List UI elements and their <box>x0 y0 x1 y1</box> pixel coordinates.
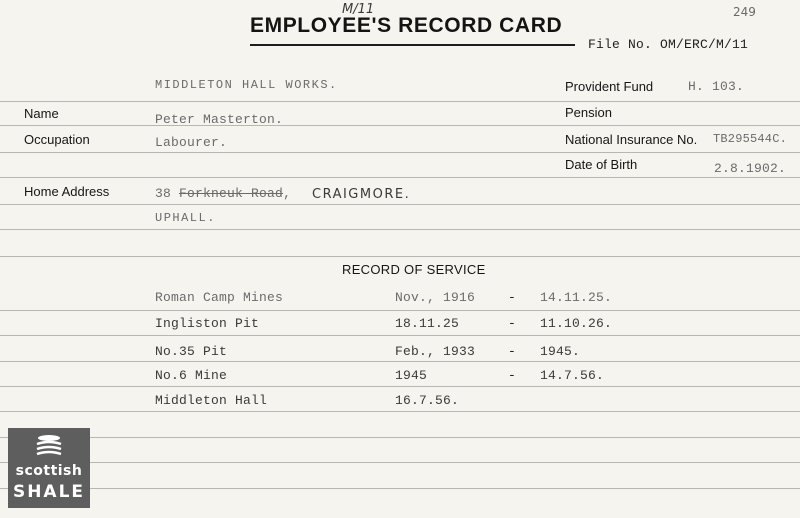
name-label: Name <box>24 106 59 121</box>
provident-fund-value: H. 103. <box>688 79 745 94</box>
service-place: No.6 Mine <box>155 368 228 383</box>
ruled-line <box>0 256 800 257</box>
address-handwritten: CRAIGMORE. <box>312 187 411 202</box>
service-from: Feb., 1933 <box>395 344 476 359</box>
logo-line-2: SHALE <box>12 482 86 502</box>
handwritten-reference: M/11 <box>342 2 375 17</box>
service-place: Roman Camp Mines <box>155 290 284 305</box>
service-dash: - <box>508 290 517 305</box>
service-to: 1945. <box>540 344 581 359</box>
provident-fund-label: Provident Fund <box>565 79 654 94</box>
occupation-value: Labourer. <box>155 135 228 150</box>
address-comma: , <box>283 186 292 201</box>
service-from: 16.7.56. <box>395 393 460 408</box>
scottish-shale-logo <box>8 428 90 508</box>
home-address-label: Home Address <box>24 184 110 199</box>
address-number: 38 <box>155 186 172 201</box>
ruled-line <box>0 437 800 438</box>
name-value: Peter Masterton. <box>155 112 284 127</box>
service-dash: - <box>508 368 517 383</box>
ruled-line <box>0 152 800 153</box>
service-from: Nov., 1916 <box>395 290 476 305</box>
ruled-line <box>0 361 800 362</box>
address-line-2: UPHALL. <box>155 211 216 225</box>
address-line-1 <box>155 186 291 201</box>
logo-line-1: scottish <box>15 463 83 479</box>
ruled-line <box>0 310 800 311</box>
national-insurance-value: TB295544C. <box>713 132 788 146</box>
ruled-line <box>0 386 800 387</box>
record-of-service-heading: RECORD OF SERVICE <box>342 262 486 277</box>
ruled-line <box>0 335 800 336</box>
title-underline <box>250 44 575 46</box>
shale-layers-icon <box>34 434 64 458</box>
service-place: Ingliston Pit <box>155 316 260 331</box>
service-place: No.35 Pit <box>155 344 228 359</box>
ruled-line <box>0 125 800 126</box>
service-to: 14.7.56. <box>540 368 605 383</box>
card-title: EMPLOYEE'S RECORD CARD <box>250 14 563 37</box>
service-place: Middleton Hall <box>155 393 268 408</box>
ruled-line <box>0 411 800 412</box>
ruled-line <box>0 462 800 463</box>
ruled-line <box>0 229 800 230</box>
pension-label: Pension <box>565 105 612 120</box>
occupation-label: Occupation <box>24 132 90 147</box>
date-of-birth-value: 2.8.1902. <box>714 161 787 176</box>
service-to: 11.10.26. <box>540 316 613 331</box>
works-name: MIDDLETON HALL WORKS. <box>155 78 338 92</box>
page-number: 249 <box>733 5 756 19</box>
service-to: 14.11.25. <box>540 290 613 305</box>
ruled-line <box>0 177 800 178</box>
national-insurance-label: National Insurance No. <box>565 132 698 147</box>
ruled-line <box>0 488 800 489</box>
service-from: 1945 <box>395 368 428 383</box>
service-dash: - <box>508 344 517 359</box>
ruled-line <box>0 101 800 102</box>
service-dash: - <box>508 316 517 331</box>
address-street-struck: Forkneuk Road <box>179 186 284 201</box>
date-of-birth-label: Date of Birth <box>565 157 638 172</box>
ruled-line <box>0 204 800 205</box>
service-from: 18.11.25 <box>395 316 460 331</box>
file-number: File No. OM/ERC/M/11 <box>588 37 749 52</box>
